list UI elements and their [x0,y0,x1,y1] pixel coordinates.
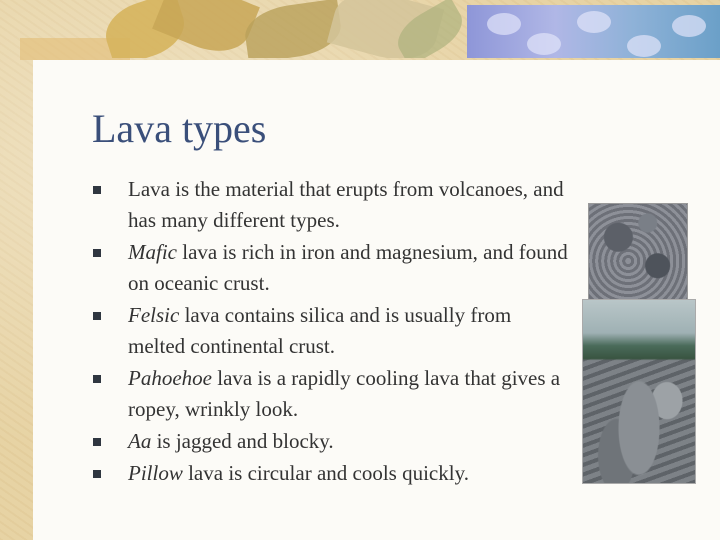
slide-title: Lava types [92,106,267,151]
bullet-item [93,458,573,489]
bullet-item [93,363,573,425]
bullet-item [93,237,573,299]
bullet-text: Lava is the material that erupts from volcanoes, and has many different types. [128,177,564,232]
bullet-item [93,426,573,457]
bullet-text: lava is a rapidly cooling lava that gives a ropey, wrinkly look. [128,366,561,421]
petal [487,13,521,35]
leaf-decoration [152,0,260,58]
bullet-text: lava contains silica and is usually from melted continental crust. [128,303,512,358]
square-bullet-icon [93,312,101,320]
bullet-text: is jagged and blocky. [151,429,334,453]
decorative-banner [95,0,720,58]
bullet-lead: Aa [128,429,152,453]
square-bullet-icon [93,470,101,478]
bullet-lead: Pahoehoe [128,366,212,390]
square-bullet-icon [93,186,101,194]
petal [577,11,611,33]
square-bullet-icon [93,249,101,257]
petal [627,35,661,57]
square-bullet-icon [93,438,101,446]
flower-decoration [467,5,720,58]
bullet-item [93,300,573,362]
bullet-text: lava is circular and cools quickly. [182,461,469,485]
bullet-item [93,174,573,236]
petal [672,15,706,37]
square-bullet-icon [93,375,101,383]
petal [527,33,561,55]
bullet-lead: Pillow [128,461,183,485]
bullet-list [93,174,573,490]
mafic-lava-rock-image [588,203,688,300]
bullet-lead: Felsic [128,303,180,327]
bullet-lead: Mafic [128,240,177,264]
pahoehoe-lava-flow-image [582,299,696,484]
bullet-text: lava is rich in iron and magnesium, and found on oceanic crust. [128,240,568,295]
